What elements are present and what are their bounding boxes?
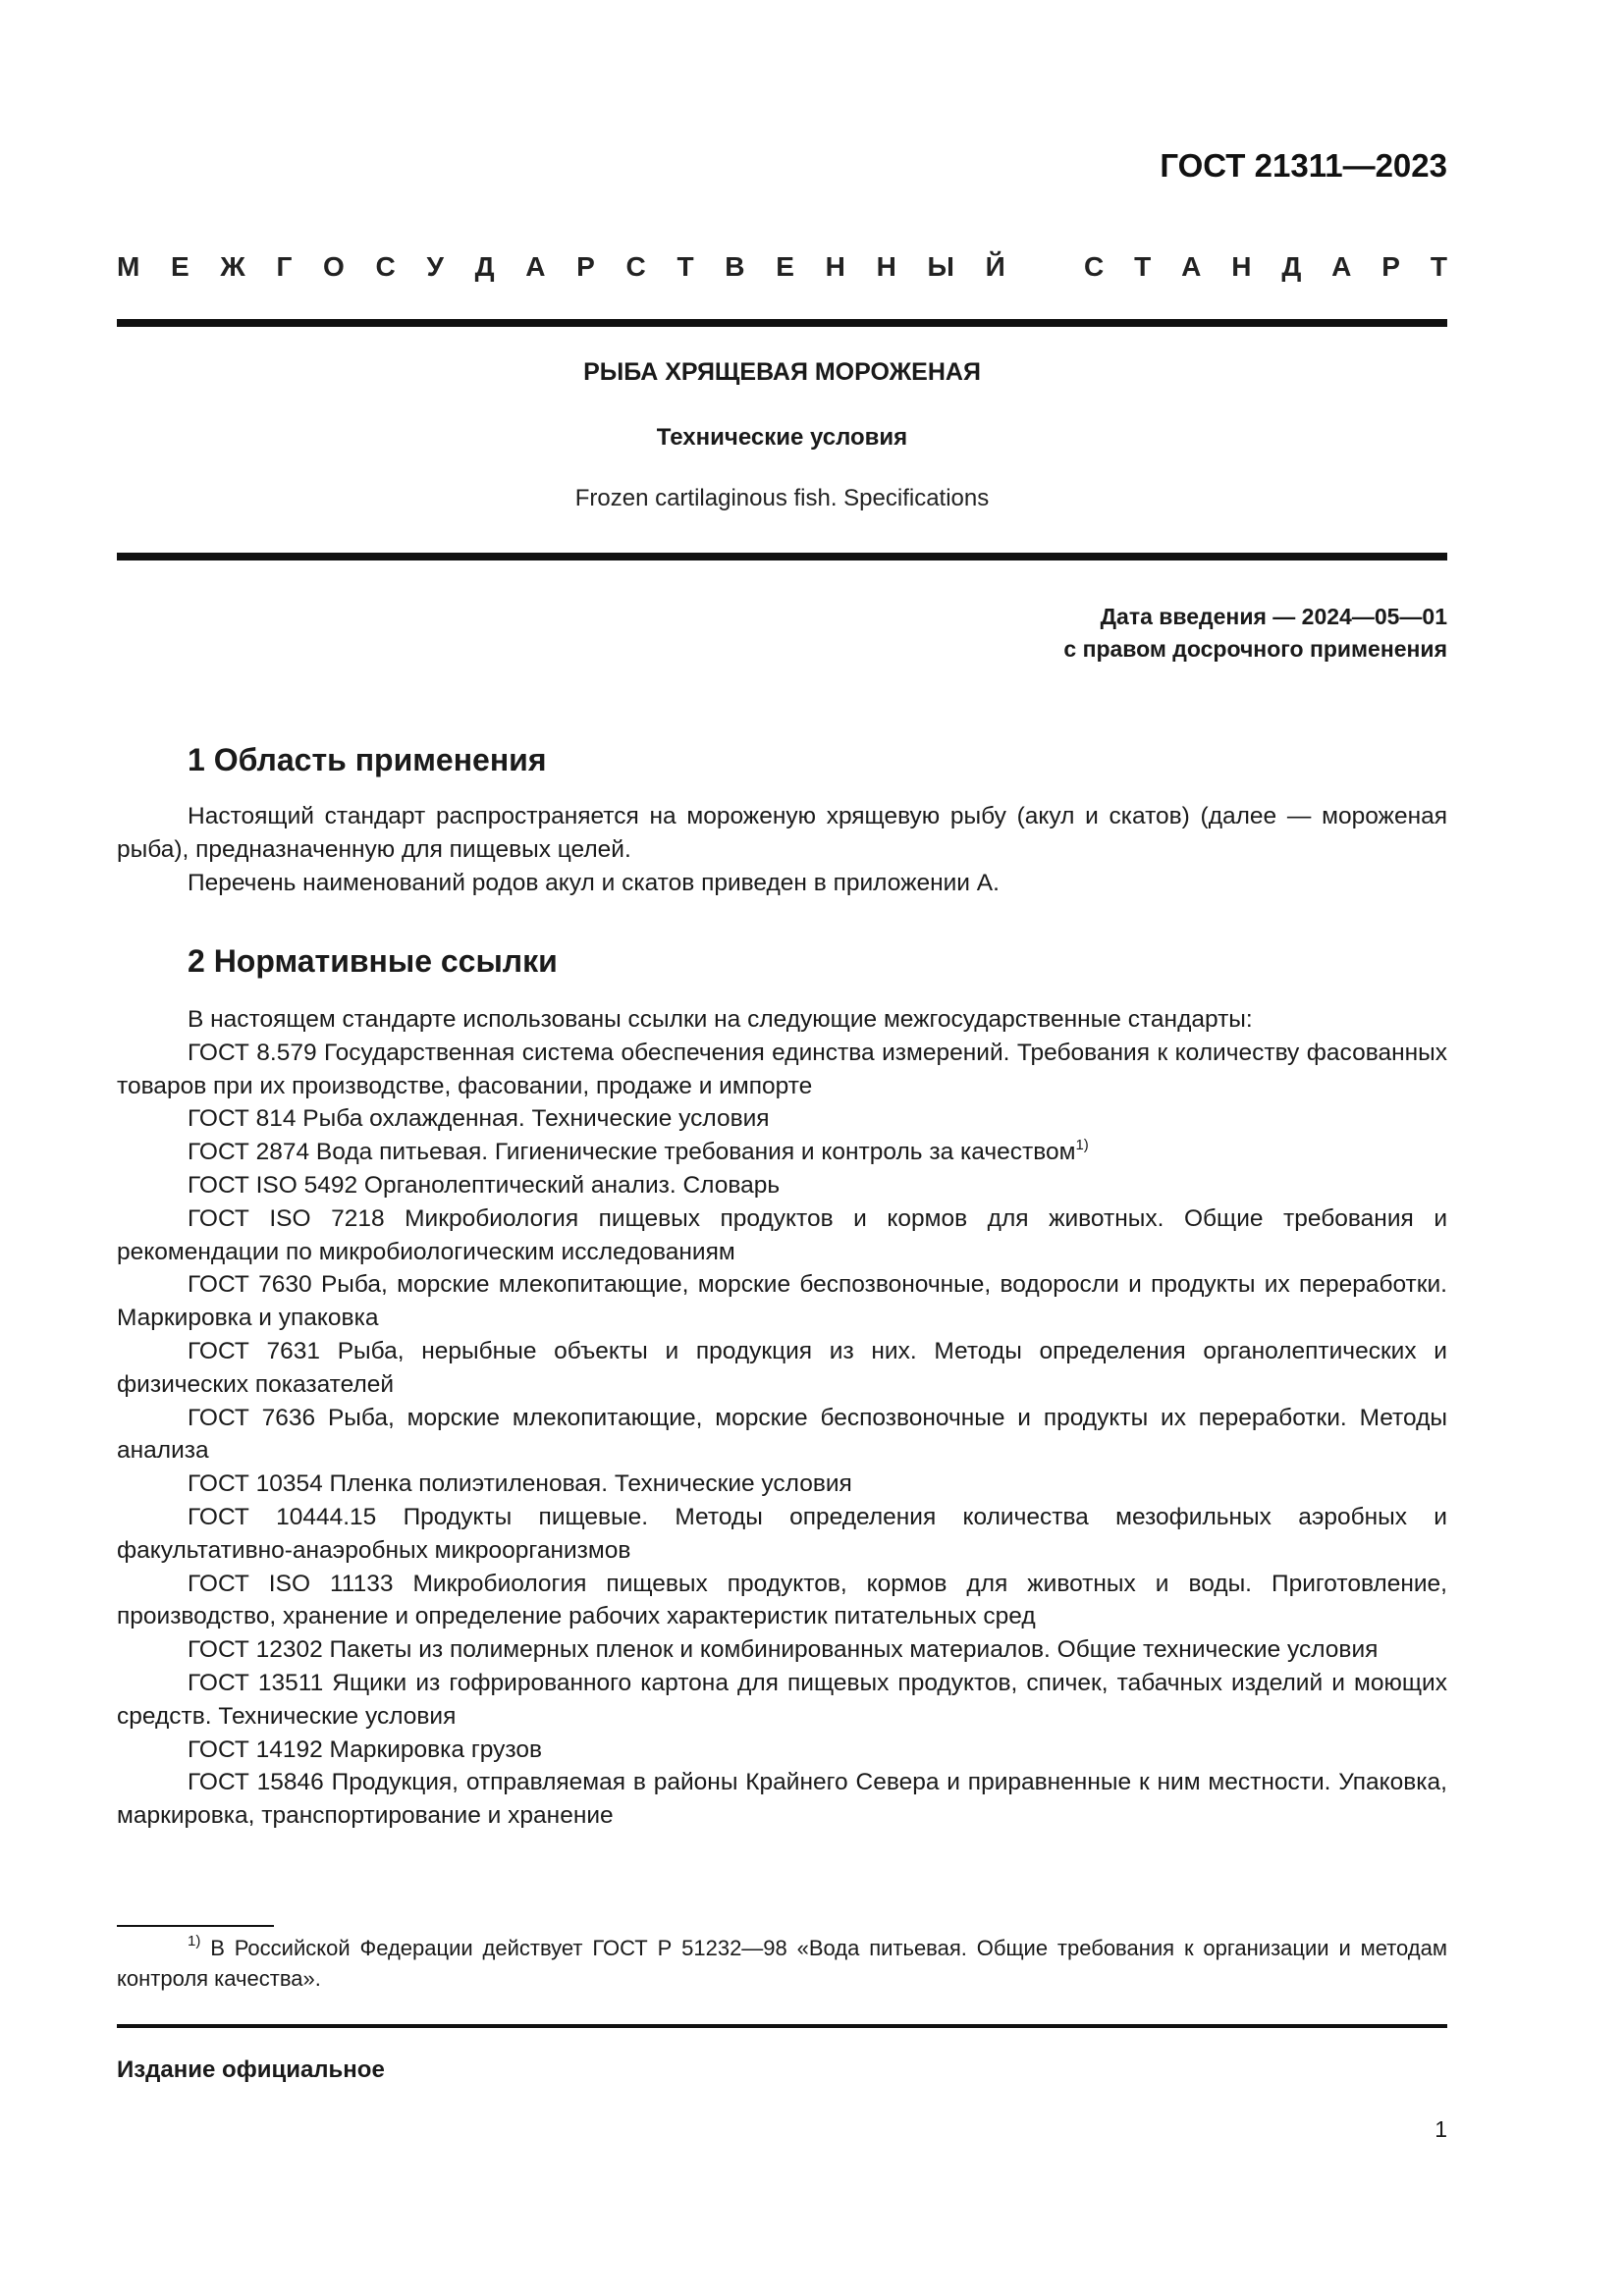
page-number: 1 <box>1435 2116 1447 2142</box>
footnote-text <box>117 1933 1447 1994</box>
official-edition-label: Издание официальное <box>117 2056 385 2083</box>
footnote-marker: 1) <box>188 1933 201 1949</box>
standard-type-letter: Т <box>1134 251 1152 282</box>
standard-type-letter: С <box>1084 251 1105 282</box>
standard-type-letter: Е <box>776 251 794 282</box>
document-subtitle: Технические условия <box>656 424 908 451</box>
paragraph: В настоящем стандарте использованы ссылки на следующие межгосударственные стандарты: <box>188 1006 1253 1033</box>
standard-type-letter: Е <box>171 251 189 282</box>
reference-item: ГОСТ 10354 Пленка полиэтиленовая. Технические условия <box>188 1470 852 1498</box>
introduction-date-line: Дата введения — 2024—05—01 <box>1100 604 1447 629</box>
standard-type-letter: Д <box>474 251 495 282</box>
document-number: ГОСТ 21311—2023 <box>1160 147 1447 184</box>
reference-item: ГОСТ ISO 7218 Микробиология пищевых продуктов и кормов для животных. Общие требования и рекомендации по микробиологическим исследованиям <box>117 1204 1447 1265</box>
reference-text: ГОСТ 2874 Вода питьевая. Гигиенические требования и контроль за качеством <box>188 1139 1076 1166</box>
footnote-divider <box>117 1925 274 1927</box>
section-heading-normative-references: 2 Нормативные ссылки <box>188 943 558 979</box>
reference-item: ГОСТ 15846 Продукция, отправляемая в районы Крайнего Севера и приравненные к ним местности. Упаковка, маркировка, транспортирование и хранение <box>117 1769 1447 1830</box>
standard-type-letter: Т <box>677 251 694 282</box>
footnote-marker: 1) <box>1075 1137 1089 1154</box>
standard-type-word-interstate <box>117 251 1005 283</box>
standard-type-letter: А <box>1331 251 1352 282</box>
document-title: РЫБА ХРЯЩЕВАЯ МОРОЖЕНАЯ <box>583 358 981 386</box>
reference-item: ГОСТ 814 Рыба охлажденная. Технические условия <box>188 1105 770 1133</box>
section-body-scope <box>117 800 1447 899</box>
standard-type-letter: Н <box>876 251 896 282</box>
reference-item: ГОСТ 10444.15 Продукты пищевые. Методы определения количества мезофильных аэробных и факультативно-анаэробных микроорганизмов <box>117 1503 1447 1564</box>
standard-type-letter: Д <box>1281 251 1302 282</box>
reference-item: ГОСТ ISO 11133 Микробиология пищевых продуктов, кормов для животных и воды. Приготовление, производство, хранение и определение рабочих характеристик питательных сред <box>117 1570 1447 1630</box>
footer-divider <box>117 2024 1447 2028</box>
standard-type-letter: Ж <box>220 251 245 282</box>
standard-type-letter: Р <box>576 251 595 282</box>
reference-item: ГОСТ 13511 Ящики из гофрированного картона для пищевых продуктов, спичек, табачных изделий и моющих средств. Технические условия <box>117 1669 1447 1730</box>
reference-item: ГОСТ 7631 Рыба, нерыбные объекты и продукция из них. Методы определения органолептических и физических показателей <box>117 1337 1447 1398</box>
standard-type-letter: С <box>375 251 396 282</box>
standard-type-letter: Й <box>985 251 1005 282</box>
reference-item: ГОСТ 7636 Рыба, морские млекопитающие, морские беспозвоночные и продукты их переработки. Методы анализа <box>117 1404 1447 1465</box>
standard-type-letter: Н <box>825 251 845 282</box>
reference-item: ГОСТ 7630 Рыба, морские млекопитающие, морские беспозвоночные, водоросли и продукты их переработки. Маркировка и упаковка <box>117 1271 1447 1332</box>
standard-type-letter: Н <box>1231 251 1252 282</box>
document-title-english: Frozen cartilaginous fish. Specifications <box>574 485 990 511</box>
paragraph: Настоящий стандарт распространяется на мороженую хрящевую рыбу (акул и скатов) (далее — мороженая рыба), предназначенную для пищевых целей. <box>117 803 1447 863</box>
standard-type-letter: У <box>426 251 444 282</box>
reference-item <box>117 1136 1447 1169</box>
reference-item: ГОСТ 12302 Пакеты из полимерных пленок и комбинированных материалов. Общие технические условия <box>188 1636 1379 1664</box>
header-divider <box>117 319 1447 327</box>
section-body-normative-references <box>117 1003 1447 1833</box>
reference-item: ГОСТ 8.579 Государственная система обеспечения единства измерений. Требования к количеству фасованных товаров при их производстве, фасовании, продаже и импорте <box>117 1039 1447 1099</box>
paragraph: Перечень наименований родов акул и скатов приведен в приложении А. <box>188 869 1000 896</box>
standard-type-letter: Т <box>1430 251 1447 282</box>
title-divider <box>117 553 1447 561</box>
standard-type-letter: В <box>725 251 745 282</box>
standard-type-line <box>117 251 1447 291</box>
standard-type-letter: А <box>525 251 546 282</box>
standard-type-letter: А <box>1181 251 1202 282</box>
standard-type-letter: Ы <box>927 251 954 282</box>
standard-type-letter: Р <box>1381 251 1400 282</box>
introduction-date <box>1063 601 1447 666</box>
standard-type-letter: О <box>323 251 345 282</box>
early-application-note: с правом досрочного применения <box>1063 636 1447 662</box>
reference-item: ГОСТ 14192 Маркировка грузов <box>188 1735 542 1763</box>
standard-type-letter: М <box>117 251 140 282</box>
section-heading-scope: 1 Область применения <box>188 742 547 777</box>
reference-item: ГОСТ ISO 5492 Органолептический анализ. Словарь <box>188 1171 781 1199</box>
footnote-body: В Российской Федерации действует ГОСТ Р 51232—98 «Вода питьевая. Общие требования к организации и методам контроля качества». <box>117 1936 1447 1991</box>
standard-type-letter: С <box>625 251 646 282</box>
standard-type-letter: Г <box>276 251 293 282</box>
standard-type-word-standard <box>1084 251 1447 283</box>
footnote <box>117 1933 1447 1994</box>
